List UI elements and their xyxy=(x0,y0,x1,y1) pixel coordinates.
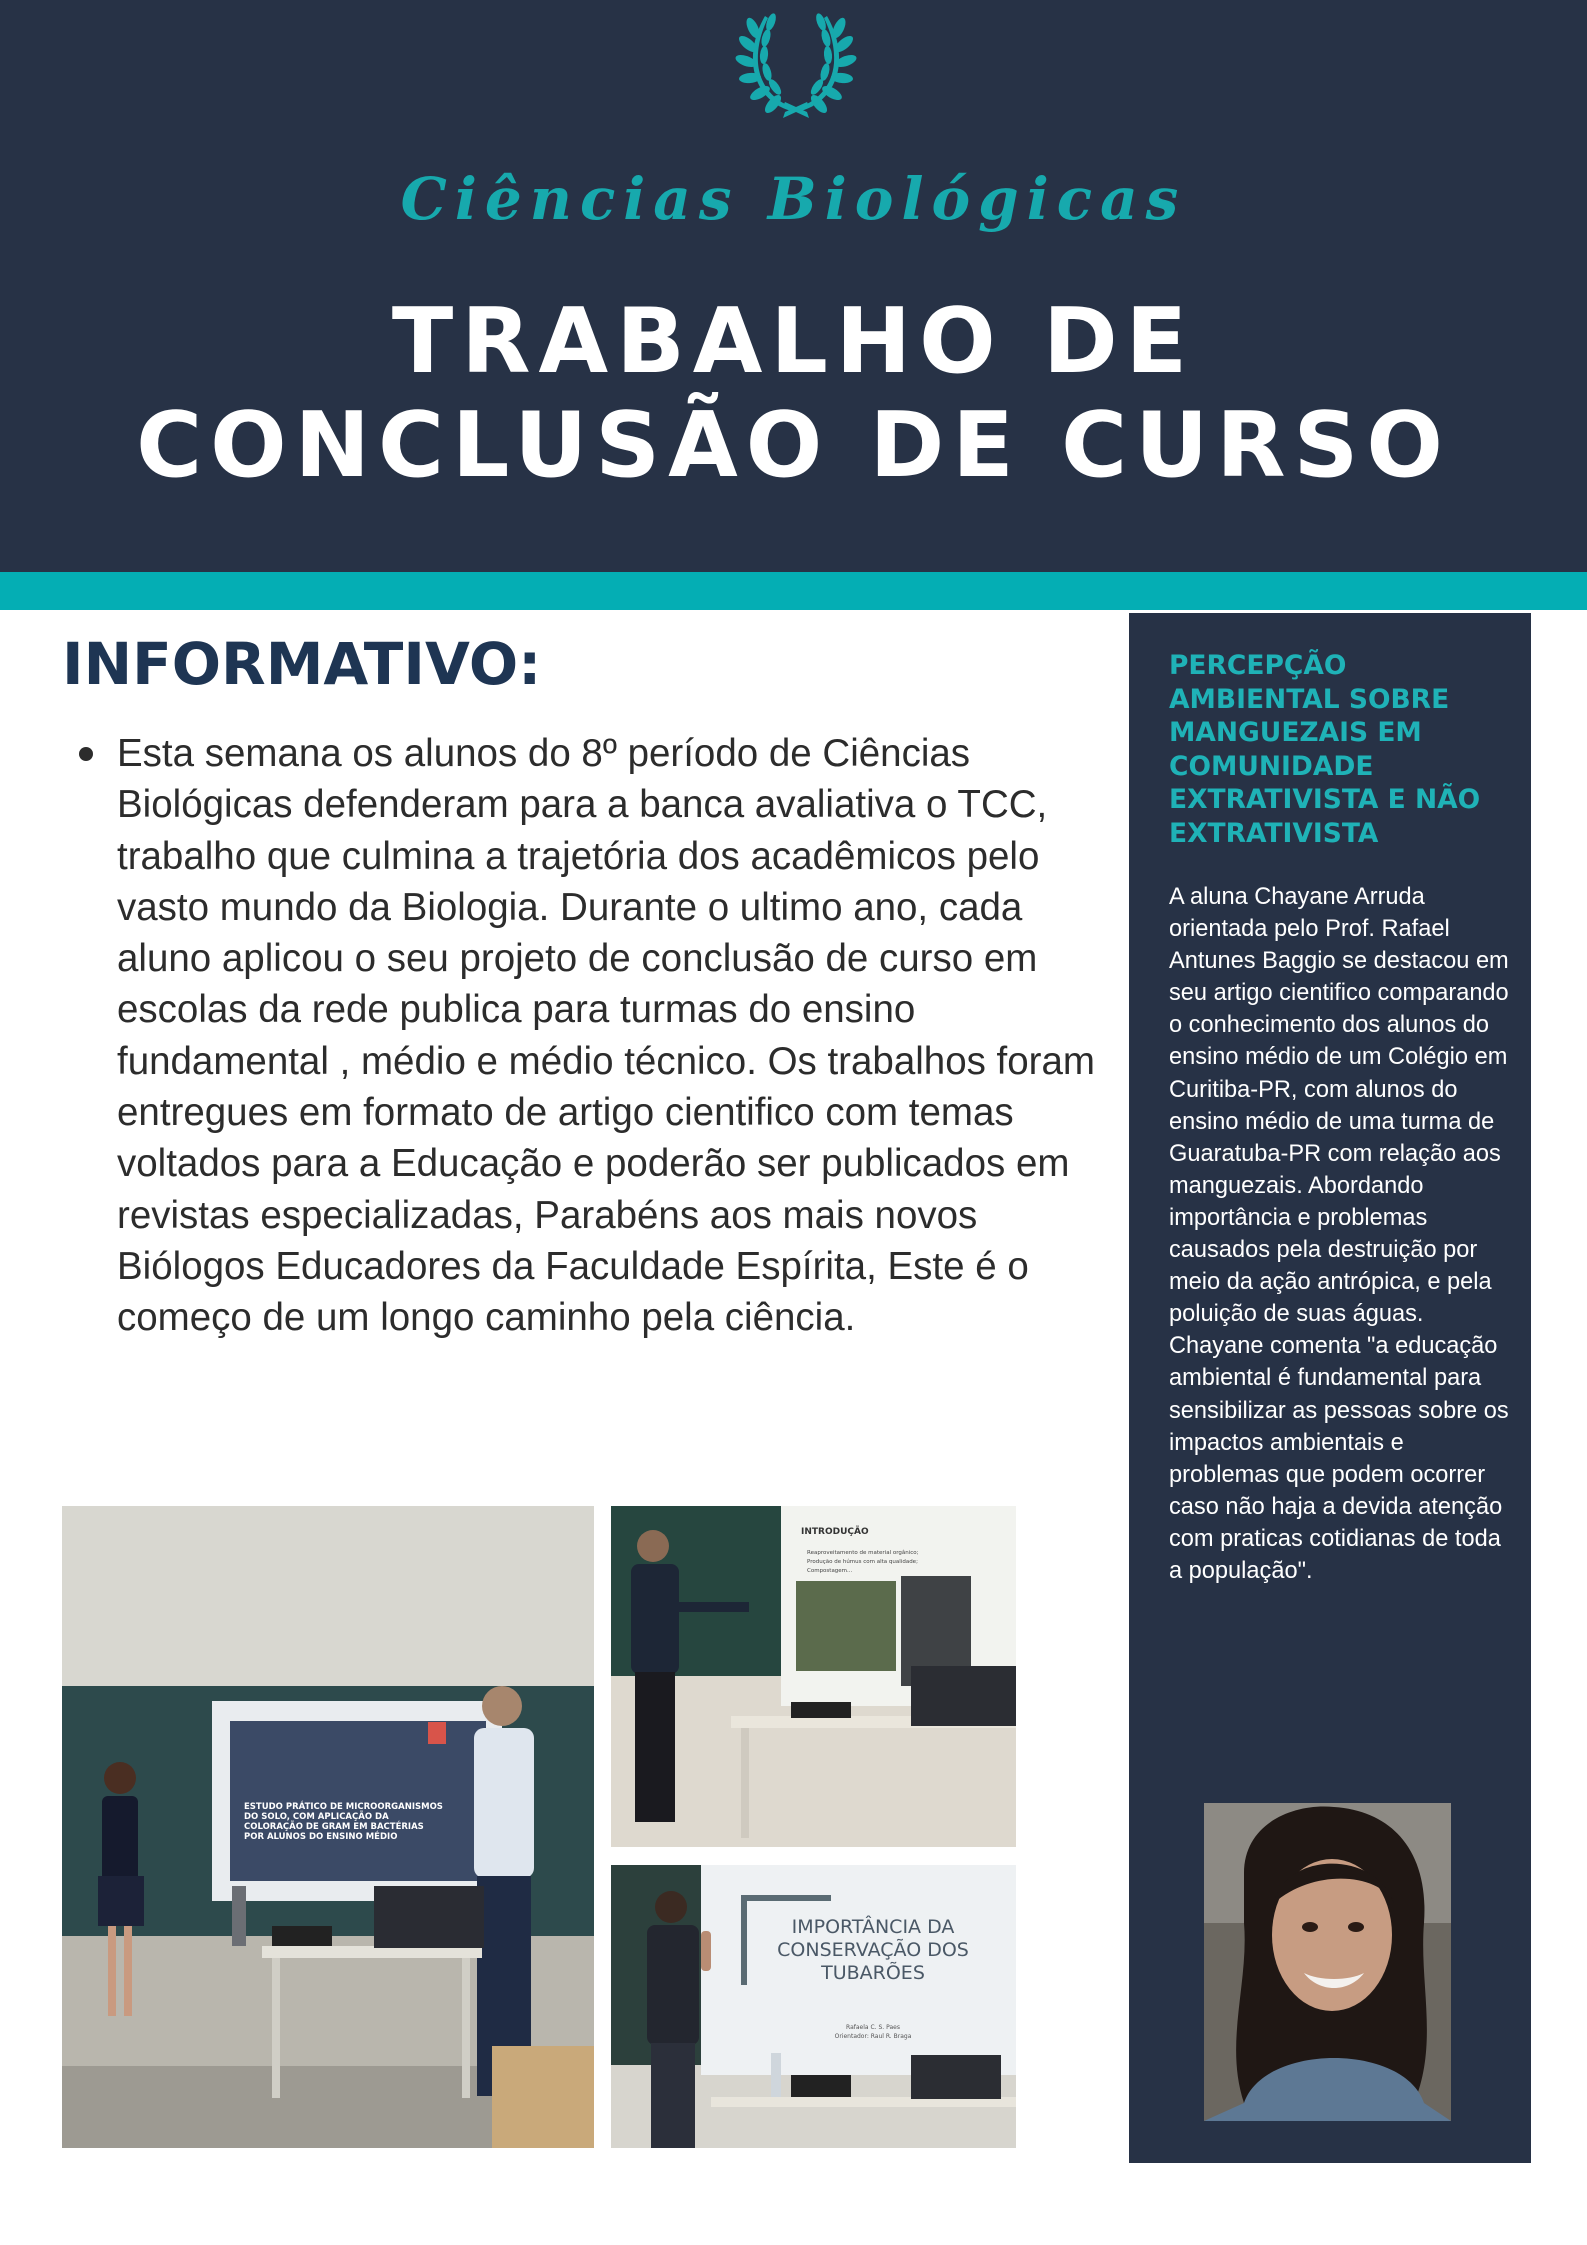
slide1-line-4: POR ALUNOS DO ENSINO MÉDIO xyxy=(244,1832,398,1842)
title-line-1: TRABALHO DE xyxy=(391,289,1196,394)
bullet-dot-icon xyxy=(79,747,93,761)
informativo-list xyxy=(62,728,1117,1344)
informativo-text: Esta semana os alunos do 8º período de Ciências Biológicas defenderam para a banca avaliativa o TCC, trabalho que culmina a trajetória dos acadêmicos pelo vasto mundo da Biologia. Durante o ultimo ano, cada aluno aplicou o seu projeto de conclusão de curso em escolas da rede publica para turmas do ensino fundamental , médio e médio técnico. Os trabalhos foram entregues em formato de artigo cientifico com temas voltados para a Educação e poderão ser publicados em revistas especializadas, Parabéns aos mais novos Biólogos Educadores da Faculdade Espírita, Este é o começo de um longo caminho pela ciência. xyxy=(117,732,1095,1340)
slide2-bullet-1: Reaproveitamento de material orgânico; xyxy=(807,1550,919,1556)
photo-presentation-sharks xyxy=(611,1865,1016,2148)
slide2-bullet-3: Compostagem... xyxy=(807,1568,853,1574)
slide3-author: Rafaela C. S. Paes xyxy=(846,2024,900,2031)
laurel-wreath-icon xyxy=(733,8,859,118)
student-portrait xyxy=(1204,1803,1451,2121)
sidebar-body: A aluna Chayane Arruda orientada pelo Prof. Rafael Antunes Baggio se destacou em seu artigo cientifico comparando o conhecimento dos alunos do ensino médio de um Colégio em Curitiba-PR, com alunos do ensino médio de uma turma de Guaratuba-PR com relação aos manguezais. Abordando importância e problemas causados pela destruição por meio da ação antrópica, e pela poluição de suas águas. Chayane comenta "a educação ambiental é fundamental para sensibilizar as pessoas sobre os impactos ambientais e problemas que podem ocorrer caso não haja a devida atenção com praticas cotidianas de toda a população". xyxy=(1169,884,1509,1584)
slide3-title-line-2: CONSERVAÇÃO DOS xyxy=(777,1939,969,1961)
title-line-2: CONCLUSÃO DE CURSO xyxy=(136,393,1451,498)
informativo-bullet-item xyxy=(117,728,1117,1344)
slide1-line-1: ESTUDO PRÁTICO DE MICROORGANISMOS xyxy=(244,1802,443,1812)
slide2-heading: INTRODUÇÃO xyxy=(801,1527,869,1537)
slide1-line-2: DO SOLO, COM APLICAÇÃO DA xyxy=(244,1812,389,1822)
sidebar-title: PERCEPÇÃO AMBIENTAL SOBRE MANGUEZAIS EM COMUNIDADE EXTRATIVISTA E NÃO EXTRATIVISTA xyxy=(1169,650,1481,849)
page-title xyxy=(0,290,1587,498)
informativo-heading: INFORMATIVO: xyxy=(62,630,542,698)
sidebar-highlight xyxy=(1129,613,1531,2163)
slide3-advisor: Orientador: Raul R. Braga xyxy=(834,2033,912,2040)
slide3-title-line-3: TUBARÕES xyxy=(821,1962,925,1984)
photo-presentation-microorganisms xyxy=(62,1506,594,2148)
photo-presentation-introduction xyxy=(611,1506,1016,1847)
slide2-bullet-2: Produção de húmus com alta qualidade; xyxy=(807,1559,918,1565)
header-banner xyxy=(0,0,1587,572)
course-subtitle: Ciências Biológicas xyxy=(400,165,1187,233)
slide1-line-3: COLORAÇÃO DE GRAM EM BACTÉRIAS xyxy=(244,1822,424,1832)
slide3-title-line-1: IMPORTÂNCIA DA xyxy=(791,1916,955,1938)
header-accent-bar xyxy=(0,572,1587,610)
